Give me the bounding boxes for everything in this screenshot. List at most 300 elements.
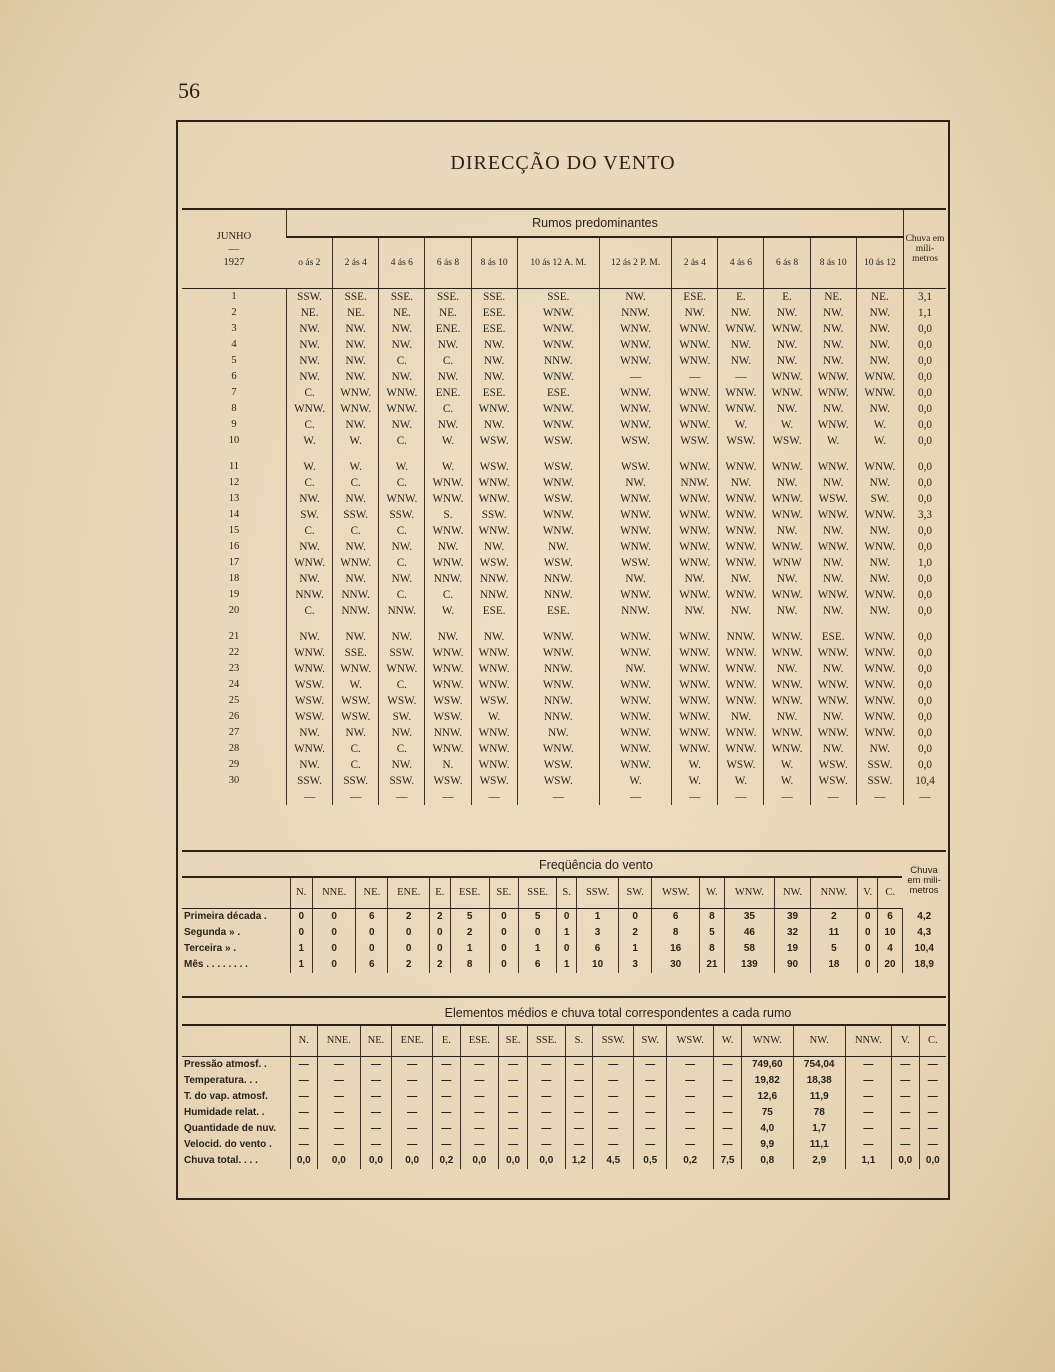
element-cell: — xyxy=(565,1121,593,1137)
element-cell: — xyxy=(919,1057,946,1074)
table-row xyxy=(182,1153,946,1169)
month-header xyxy=(182,209,287,289)
rain-cell: 0,0 xyxy=(904,369,947,385)
wind-direction-cell: WNW. xyxy=(718,645,764,661)
wind-direction-cell: NW. xyxy=(764,337,810,353)
element-cell: — xyxy=(318,1105,361,1121)
frequency-cell: 0 xyxy=(489,957,518,973)
wind-direction-cell: ENE. xyxy=(425,321,471,337)
column-header: 10 ás 12 xyxy=(856,237,903,289)
frequency-cell: 1 xyxy=(577,909,619,926)
frequency-cell: 3 xyxy=(619,957,652,973)
direction-header: W. xyxy=(700,877,725,909)
wind-direction-cell: WNW. xyxy=(471,491,517,507)
element-cell: — xyxy=(593,1089,634,1105)
wind-direction-cell: NW. xyxy=(287,629,333,645)
direction-header: SW. xyxy=(619,877,652,909)
wind-direction-cell: WNW. xyxy=(517,741,599,757)
wind-direction-cell: WSW. xyxy=(517,757,599,773)
day-number: 6 xyxy=(231,371,237,382)
wind-direction-cell: WNW. xyxy=(764,539,810,555)
wind-direction-cell: NW. xyxy=(379,321,425,337)
section-rule xyxy=(182,850,946,852)
direction-header: V. xyxy=(857,877,878,909)
element-cell: — xyxy=(433,1121,461,1137)
wind-direction-cell: W. xyxy=(425,603,471,619)
table-row xyxy=(182,661,946,677)
wind-direction-cell: NW. xyxy=(599,571,671,587)
frequency-cell: 2 xyxy=(619,925,652,941)
element-cell: — xyxy=(845,1137,891,1153)
wind-direction-cell: WNW. xyxy=(856,709,903,725)
element-cell: — xyxy=(290,1073,318,1089)
wind-direction-cell: WNW. xyxy=(672,677,718,693)
dash-cell: — xyxy=(425,789,471,805)
element-cell: — xyxy=(919,1089,946,1105)
wind-direction-cell: NW. xyxy=(810,305,856,321)
wind-direction-cell: W. xyxy=(672,773,718,789)
element-cell: — xyxy=(460,1089,498,1105)
direction-header: ENE. xyxy=(392,1025,433,1057)
rain-cell: 0,0 xyxy=(904,385,947,401)
wind-direction-cell: NW. xyxy=(425,369,471,385)
wind-direction-cell: WNW. xyxy=(672,741,718,757)
table-frame xyxy=(176,120,950,1200)
element-cell: 11,1 xyxy=(793,1137,845,1153)
wind-direction-cell: W. xyxy=(425,459,471,475)
element-cell: — xyxy=(634,1105,667,1121)
wind-direction-cell: WNW. xyxy=(856,661,903,677)
wind-direction-cell: WNW. xyxy=(287,401,333,417)
wind-direction-cell: W. xyxy=(599,773,671,789)
wind-direction-cell: NW. xyxy=(856,353,903,369)
wind-direction-cell: NW. xyxy=(764,661,810,677)
wind-direction-cell: WNW xyxy=(764,555,810,571)
wind-direction-cell: NW. xyxy=(810,523,856,539)
frequency-cell: 0 xyxy=(489,941,518,957)
row-label: Humidade relat. . xyxy=(184,1107,265,1118)
element-cell: — xyxy=(360,1121,392,1137)
wind-direction-cell: NNW. xyxy=(599,603,671,619)
frequency-cell: 0 xyxy=(313,925,356,941)
rain-cell: 0,0 xyxy=(904,491,947,507)
wind-frequency-table xyxy=(182,854,946,973)
day-number: 11 xyxy=(228,461,240,472)
element-cell: — xyxy=(360,1137,392,1153)
rain-cell: 0,0 xyxy=(904,741,947,757)
wind-direction-cell: WNW. xyxy=(672,645,718,661)
wind-direction-cell: C. xyxy=(379,741,425,757)
wind-direction-cell: WNW. xyxy=(672,459,718,475)
wind-direction-cell: — xyxy=(599,369,671,385)
wind-direction-cell: SW. xyxy=(856,491,903,507)
rain-cell: 0,0 xyxy=(904,353,947,369)
wind-direction-cell: NW. xyxy=(810,555,856,571)
group-header: Rumos predominantes xyxy=(287,209,904,237)
month-dash: — xyxy=(228,243,240,255)
wind-direction-cell: NW. xyxy=(471,369,517,385)
element-cell: — xyxy=(360,1105,392,1121)
element-cell: 0,0 xyxy=(891,1153,919,1169)
wind-direction-cell: WNW. xyxy=(425,555,471,571)
decade-gap xyxy=(182,619,946,629)
wind-direction-cell: WNW. xyxy=(856,369,903,385)
wind-direction-cell: WNW. xyxy=(672,539,718,555)
wind-direction-cell: C. xyxy=(333,741,379,757)
table-row xyxy=(182,475,946,491)
table-row xyxy=(182,507,946,523)
wind-direction-cell: SSW. xyxy=(333,773,379,789)
row-label: Velocid. do vento . xyxy=(184,1139,272,1150)
wind-direction-cell: WNW. xyxy=(425,661,471,677)
element-cell: — xyxy=(528,1089,566,1105)
direction-header: E. xyxy=(433,1025,461,1057)
element-cell: — xyxy=(318,1089,361,1105)
wind-direction-cell: WSW. xyxy=(718,433,764,449)
dash-cell: — xyxy=(904,789,947,805)
wind-direction-cell: NW. xyxy=(856,555,903,571)
wind-direction-cell: SSW. xyxy=(856,757,903,773)
element-cell: — xyxy=(667,1105,714,1121)
wind-direction-cell: WNW. xyxy=(718,555,764,571)
wind-direction-cell: W. xyxy=(287,433,333,449)
element-cell: — xyxy=(593,1057,634,1074)
rain-cell: 0,0 xyxy=(904,337,947,353)
element-cell: — xyxy=(714,1105,742,1121)
wind-direction-cell: WNW. xyxy=(810,693,856,709)
frequency-cell: 5 xyxy=(450,909,489,926)
day-number: 27 xyxy=(228,727,240,738)
element-cell: — xyxy=(565,1089,593,1105)
frequency-cell: 0 xyxy=(356,941,388,957)
gap-cell xyxy=(425,449,471,459)
gap-cell xyxy=(471,449,517,459)
page-number: 56 xyxy=(178,78,200,103)
element-cell: — xyxy=(528,1105,566,1121)
element-cell: 754,04 xyxy=(793,1057,845,1074)
column-header: 6 ás 8 xyxy=(425,237,471,289)
element-cell: — xyxy=(499,1121,528,1137)
direction-header: NW. xyxy=(793,1025,845,1057)
rain-cell: 0,0 xyxy=(904,645,947,661)
wind-direction-cell: WNW. xyxy=(379,385,425,401)
element-cell: 0,0 xyxy=(360,1153,392,1169)
element-cell: — xyxy=(392,1121,433,1137)
element-cell: — xyxy=(634,1137,667,1153)
wind-direction-cell: WNW. xyxy=(810,507,856,523)
wind-direction-cell: WNW. xyxy=(672,555,718,571)
frequency-cell: 0 xyxy=(388,925,430,941)
wind-direction-cell: WNW. xyxy=(672,523,718,539)
element-cell: 0,2 xyxy=(433,1153,461,1169)
day-number: 12 xyxy=(228,477,240,488)
wind-direction-cell: NW. xyxy=(856,321,903,337)
element-cell: — xyxy=(667,1057,714,1074)
element-cell: — xyxy=(891,1057,919,1074)
wind-direction-cell: C. xyxy=(333,475,379,491)
row-label: Pressão atmosf. . xyxy=(184,1059,267,1070)
wind-direction-cell: NW. xyxy=(517,539,599,555)
wind-direction-cell: WNW. xyxy=(599,677,671,693)
element-cell: — xyxy=(460,1105,498,1121)
table-row xyxy=(182,629,946,645)
dash-cell: — xyxy=(764,789,810,805)
wind-direction-cell: WNW. xyxy=(599,741,671,757)
direction-header: SSW. xyxy=(593,1025,634,1057)
element-cell: 4,0 xyxy=(741,1121,793,1137)
wind-direction-cell: NE. xyxy=(379,305,425,321)
wind-direction-cell: WNW. xyxy=(856,677,903,693)
element-cell: — xyxy=(919,1073,946,1089)
rain-cell: 0,0 xyxy=(904,459,947,475)
direction-header: NW. xyxy=(775,877,811,909)
element-cell: — xyxy=(460,1073,498,1089)
rain-cell: 0,0 xyxy=(904,587,947,603)
wind-direction-cell: NW. xyxy=(856,401,903,417)
table-row xyxy=(182,417,946,433)
gap-cell xyxy=(287,619,333,629)
wind-direction-cell: NNW. xyxy=(287,587,333,603)
wind-direction-cell: NW. xyxy=(856,571,903,587)
wind-direction-cell: W. xyxy=(810,433,856,449)
day-number: 25 xyxy=(228,695,240,706)
wind-direction-cell: WNW. xyxy=(856,645,903,661)
wind-direction-cell: WNW. xyxy=(856,507,903,523)
direction-header: WNW. xyxy=(724,877,774,909)
wind-direction-cell: WNW. xyxy=(287,645,333,661)
rain-cell: 4,3 xyxy=(902,925,946,941)
wind-direction-cell: WNW. xyxy=(764,677,810,693)
element-cell: — xyxy=(714,1121,742,1137)
wind-direction-cell: WNW. xyxy=(599,757,671,773)
table-row xyxy=(182,337,946,353)
direction-header: NNE. xyxy=(318,1025,361,1057)
wind-direction-cell: WSW. xyxy=(425,773,471,789)
frequency-cell: 6 xyxy=(652,909,700,926)
element-cell: — xyxy=(891,1105,919,1121)
wind-direction-cell: W. xyxy=(764,757,810,773)
rain-cell: 1,0 xyxy=(904,555,947,571)
freq-corner xyxy=(182,877,290,909)
wind-direction-cell: WSW. xyxy=(517,555,599,571)
element-cell: — xyxy=(891,1089,919,1105)
element-cell: 1,7 xyxy=(793,1121,845,1137)
wind-direction-cell: WNW. xyxy=(599,321,671,337)
wind-direction-cell: NE. xyxy=(856,289,903,306)
dash-cell: — xyxy=(672,789,718,805)
frequency-cell: 3 xyxy=(577,925,619,941)
wind-direction-cell: NW. xyxy=(333,369,379,385)
row-label: Temperatura. . . xyxy=(184,1075,258,1086)
wind-direction-cell: WSW. xyxy=(471,459,517,475)
frequency-cell: 6 xyxy=(577,941,619,957)
dash-cell: — xyxy=(379,789,425,805)
wind-direction-cell: WNW. xyxy=(471,677,517,693)
element-cell: 78 xyxy=(793,1105,845,1121)
wind-direction-cell: WSW. xyxy=(810,757,856,773)
wind-direction-cell: NW. xyxy=(718,709,764,725)
element-cell: 0,0 xyxy=(528,1153,566,1169)
element-cell: — xyxy=(499,1089,528,1105)
gap-cell xyxy=(379,449,425,459)
frequency-cell: 39 xyxy=(775,909,811,926)
wind-direction-cell: WSW. xyxy=(517,433,599,449)
element-cell: 18,38 xyxy=(793,1073,845,1089)
frequency-cell: 19 xyxy=(775,941,811,957)
wind-direction-cell: WNW. xyxy=(856,725,903,741)
table-row xyxy=(182,677,946,693)
day-number: 8 xyxy=(231,403,237,414)
element-cell: — xyxy=(318,1073,361,1089)
wind-direction-cell: WSW. xyxy=(718,757,764,773)
element-cell: — xyxy=(919,1137,946,1153)
wind-direction-cell: WNW. xyxy=(718,321,764,337)
wind-direction-cell: WNW. xyxy=(672,587,718,603)
wind-direction-cell: NW. xyxy=(764,305,810,321)
element-cell: 0,0 xyxy=(290,1153,318,1169)
dash-cell: — xyxy=(856,789,903,805)
freq-caption: Freqüência do vento xyxy=(539,858,653,872)
wind-direction-cell: NW. xyxy=(856,305,903,321)
wind-direction-cell: C. xyxy=(425,353,471,369)
element-cell: — xyxy=(667,1073,714,1089)
wind-direction-cell: NW. xyxy=(672,305,718,321)
wind-direction-cell: — xyxy=(718,369,764,385)
gap-cell xyxy=(856,619,903,629)
wind-direction-cell: WNW. xyxy=(599,709,671,725)
wind-direction-cell: WSW. xyxy=(517,773,599,789)
rain-cell: 0,0 xyxy=(904,661,947,677)
wind-direction-cell: W. xyxy=(764,773,810,789)
wind-direction-cell: NW. xyxy=(425,417,471,433)
table-row xyxy=(182,1105,946,1121)
rain-cell: 0,0 xyxy=(904,523,947,539)
frequency-cell: 10 xyxy=(577,957,619,973)
element-cell: — xyxy=(433,1105,461,1121)
wind-direction-cell: NW. xyxy=(333,321,379,337)
element-cell: — xyxy=(565,1137,593,1153)
wind-direction-cell: W. xyxy=(333,433,379,449)
page-title: DIRECÇÃO DO VENTO xyxy=(450,152,676,174)
wind-direction-cell: C. xyxy=(379,353,425,369)
wind-direction-cell: WNW. xyxy=(764,507,810,523)
wind-direction-cell: NW. xyxy=(379,629,425,645)
wind-direction-cell: WNW. xyxy=(471,725,517,741)
row-label: Quantidade de nuv. xyxy=(184,1123,277,1134)
wind-direction-cell: NNW. xyxy=(333,603,379,619)
wind-direction-cell: NW. xyxy=(810,337,856,353)
element-cell: 4,5 xyxy=(593,1153,634,1169)
table-row xyxy=(182,571,946,587)
wind-direction-cell: NNW. xyxy=(471,571,517,587)
element-cell: 0,0 xyxy=(499,1153,528,1169)
wind-direction-cell: NW. xyxy=(810,571,856,587)
wind-direction-cell: WNW. xyxy=(672,401,718,417)
frequency-cell: 1 xyxy=(519,941,557,957)
wind-direction-cell: WNW. xyxy=(599,491,671,507)
wind-direction-cell: NW. xyxy=(425,337,471,353)
row-label: T. do vap. atmosf. xyxy=(184,1091,268,1102)
wind-direction-cell: WNW. xyxy=(517,629,599,645)
direction-header: NNW. xyxy=(810,877,857,909)
wind-direction-cell: WSW. xyxy=(517,491,599,507)
wind-direction-cell: WNW. xyxy=(672,337,718,353)
frequency-cell: 0 xyxy=(857,909,878,926)
table-row xyxy=(182,433,946,449)
wind-direction-cell: WNW. xyxy=(856,459,903,475)
wind-direction-cell: WSW. xyxy=(764,433,810,449)
element-cell: 11,9 xyxy=(793,1089,845,1105)
column-header: o ás 2 xyxy=(287,237,333,289)
day-number: 19 xyxy=(228,589,240,600)
wind-direction-cell: WNW. xyxy=(599,587,671,603)
element-cell: — xyxy=(845,1073,891,1089)
rain-cell: 0,0 xyxy=(904,725,947,741)
wind-direction-cell: NW. xyxy=(764,603,810,619)
element-cell: — xyxy=(528,1121,566,1137)
wind-direction-cell: NW. xyxy=(287,539,333,555)
frequency-cell: 2 xyxy=(450,925,489,941)
element-cell: — xyxy=(290,1105,318,1121)
element-cell: — xyxy=(460,1121,498,1137)
wind-direction-cell: C. xyxy=(287,385,333,401)
wind-direction-cell: W. xyxy=(425,433,471,449)
element-cell: 0,0 xyxy=(318,1153,361,1169)
wind-direction-cell: SSW. xyxy=(379,645,425,661)
wind-direction-cell: NW. xyxy=(287,369,333,385)
element-cell: — xyxy=(499,1137,528,1153)
wind-direction-cell: C. xyxy=(425,401,471,417)
wind-direction-cell: NW. xyxy=(471,337,517,353)
element-cell: — xyxy=(392,1137,433,1153)
rain-cell: 0,0 xyxy=(904,709,947,725)
wind-direction-cell: NW. xyxy=(672,571,718,587)
wind-direction-cell: WNW. xyxy=(517,337,599,353)
wind-direction-cell: C. xyxy=(379,555,425,571)
direction-header: V. xyxy=(891,1025,919,1057)
rain-cell: 0,0 xyxy=(904,475,947,491)
wind-direction-cell: WNW. xyxy=(471,757,517,773)
wind-direction-cell: ESE. xyxy=(471,321,517,337)
gap-cell xyxy=(471,619,517,629)
gap-cell xyxy=(517,619,599,629)
wind-direction-cell: NW. xyxy=(810,475,856,491)
rain-cell: 3,3 xyxy=(904,507,947,523)
table-row xyxy=(182,491,946,507)
wind-direction-cell: WNW. xyxy=(810,587,856,603)
frequency-cell: 0 xyxy=(313,941,356,957)
gap-cell xyxy=(333,619,379,629)
dash-cell xyxy=(182,789,287,805)
element-cell: — xyxy=(318,1057,361,1074)
year-label: 1927 xyxy=(223,256,245,268)
wind-direction-cell: NW. xyxy=(599,661,671,677)
table-row xyxy=(182,1089,946,1105)
frequency-cell: 18 xyxy=(810,957,857,973)
wind-direction-cell: WNW. xyxy=(517,369,599,385)
wind-direction-cell: NNW. xyxy=(379,603,425,619)
wind-direction-cell: WNW. xyxy=(517,417,599,433)
day-number: 2 xyxy=(231,307,237,318)
wind-direction-cell: W. xyxy=(379,459,425,475)
wind-direction-cell: WNW. xyxy=(379,401,425,417)
wind-direction-cell: NW. xyxy=(810,321,856,337)
wind-direction-cell: WNW. xyxy=(718,523,764,539)
rain-cell: 0,0 xyxy=(904,401,947,417)
wind-direction-cell: WNW. xyxy=(287,741,333,757)
wind-direction-cell: WNW. xyxy=(718,693,764,709)
day-number: 7 xyxy=(231,387,237,398)
